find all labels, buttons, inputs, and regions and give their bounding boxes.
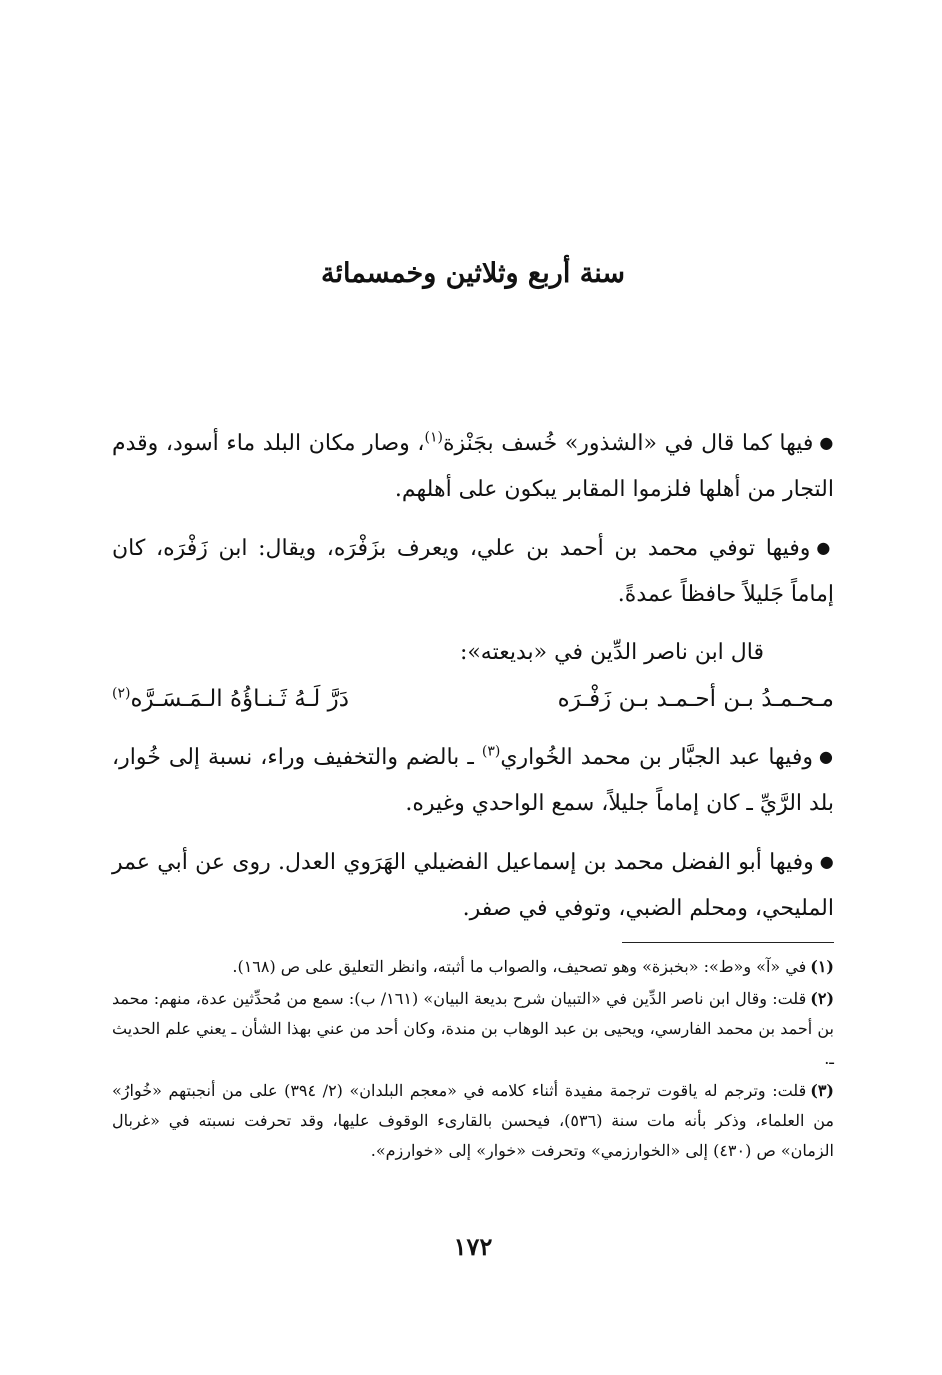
paragraph-text: وفيها أبو الفضل محمد بن إسماعيل الفضيلي الهَرَوي العدل. روى عن أبي عمر المليحي، ومحلم الضبي، وتوفي في صفر. xyxy=(112,850,834,921)
bullet-icon: ● xyxy=(816,538,835,557)
footnote-text: قلت: وترجم له ياقوت ترجمة مفيدة أثناء كلامه في «معجم البلدان» (٢/ ٣٩٤) على من أنجبتهم «خُوارُ» من العلماء، وذكر بأنه مات سنة (٥٣٦)، فيحسن بالقارىء الوقوف عليها، وقد تحرفت نسبته في «غربال الزمان» ص (٤٣٠) إلى «الخوارزمي» وتحرفت «خوار» إلى «خوارزم». xyxy=(112,1081,834,1160)
main-text xyxy=(112,420,834,944)
verse-second-hemistich xyxy=(112,676,349,722)
paragraph-text: ، وصار مكان البلد ماء أسود، وقدم التجار من أهلها فلزموا المقابر يبكون على أهلهم. xyxy=(112,431,834,502)
poem-verse xyxy=(112,676,834,722)
book-page xyxy=(112,0,834,1375)
chapter-title: سنة أربع وثلاثين وخمسمائة xyxy=(320,258,625,289)
paragraph-al-fudayli xyxy=(112,839,834,932)
paragraph-jannza-collapse xyxy=(112,420,834,513)
paragraph-text: وفيها عبد الجبَّار بن محمد الخُواري xyxy=(500,745,813,770)
paragraph-ibn-zafrah xyxy=(112,525,834,618)
page-number: ١٧٢ xyxy=(453,1232,493,1261)
footnote-2 xyxy=(112,984,834,1074)
footnote-text: قلت: وقال ابن ناصر الدِّين في «التبيان شرح بديعة البيان» (١٦١/ ب): سمع من مُحدِّثين عدة، منهم: محمد بن أحمد بن محمد الفارسي، ويحيى بن عبد الوهاب بن مندة، وكان أحد من عني بهذا الشأن ـ يعني علم الحديث ـ. xyxy=(112,989,834,1068)
paragraph-text: فيها كما قال في «الشذور» خُسف بجَنْزة xyxy=(442,431,814,456)
verse-first-hemistich: مـحـمـدُ بـن أحـمـد بـن زَفْـرَه xyxy=(557,686,834,712)
footnotes-section xyxy=(112,952,834,1168)
verse-intro: قال ابن ناصر الدِّين في «بديعته»: xyxy=(459,640,764,665)
footnote-text: في «آ» و«ط»: «بخبزة» وهو تصحيف، والصواب ما أثبته، وانظر التعليق على ص (١٦٨). xyxy=(232,957,807,976)
footnote-ref-1[interactable]: (١) xyxy=(424,429,443,446)
bullet-icon: ● xyxy=(819,433,834,452)
footnote-number: (١) xyxy=(810,957,834,976)
paragraph-al-khuwari xyxy=(112,734,834,827)
paragraph-text: ـ بالضم والتخفيف وراء، نسبة إلى خُوار، بلد الرَّيِّ ـ كان إماماً جليلاً، سمع الواحدي وغيره. xyxy=(112,745,834,816)
footnote-number: (٢) xyxy=(810,989,835,1008)
footnote-divider xyxy=(622,942,834,943)
footnote-ref-2[interactable]: (٢) xyxy=(112,685,131,702)
bullet-icon: ● xyxy=(819,852,834,871)
paragraph-text: وفيها توفي محمد بن أحمد بن علي، ويعرف بزَفْرَه، ويقال: ابن زَفْرَه، كان إماماً جَليلاً حافظاً عمدةً. xyxy=(112,536,834,607)
verse-second-text: دَرَّ لَـهُ ثَـنـاؤُهُ الـمَـسَـرَّه xyxy=(130,686,349,712)
bullet-icon: ● xyxy=(818,747,834,766)
footnote-number: (٣) xyxy=(810,1081,834,1100)
footnote-3 xyxy=(112,1076,834,1166)
footnote-ref-3[interactable]: (٣) xyxy=(481,743,501,760)
footnote-1 xyxy=(112,952,834,982)
